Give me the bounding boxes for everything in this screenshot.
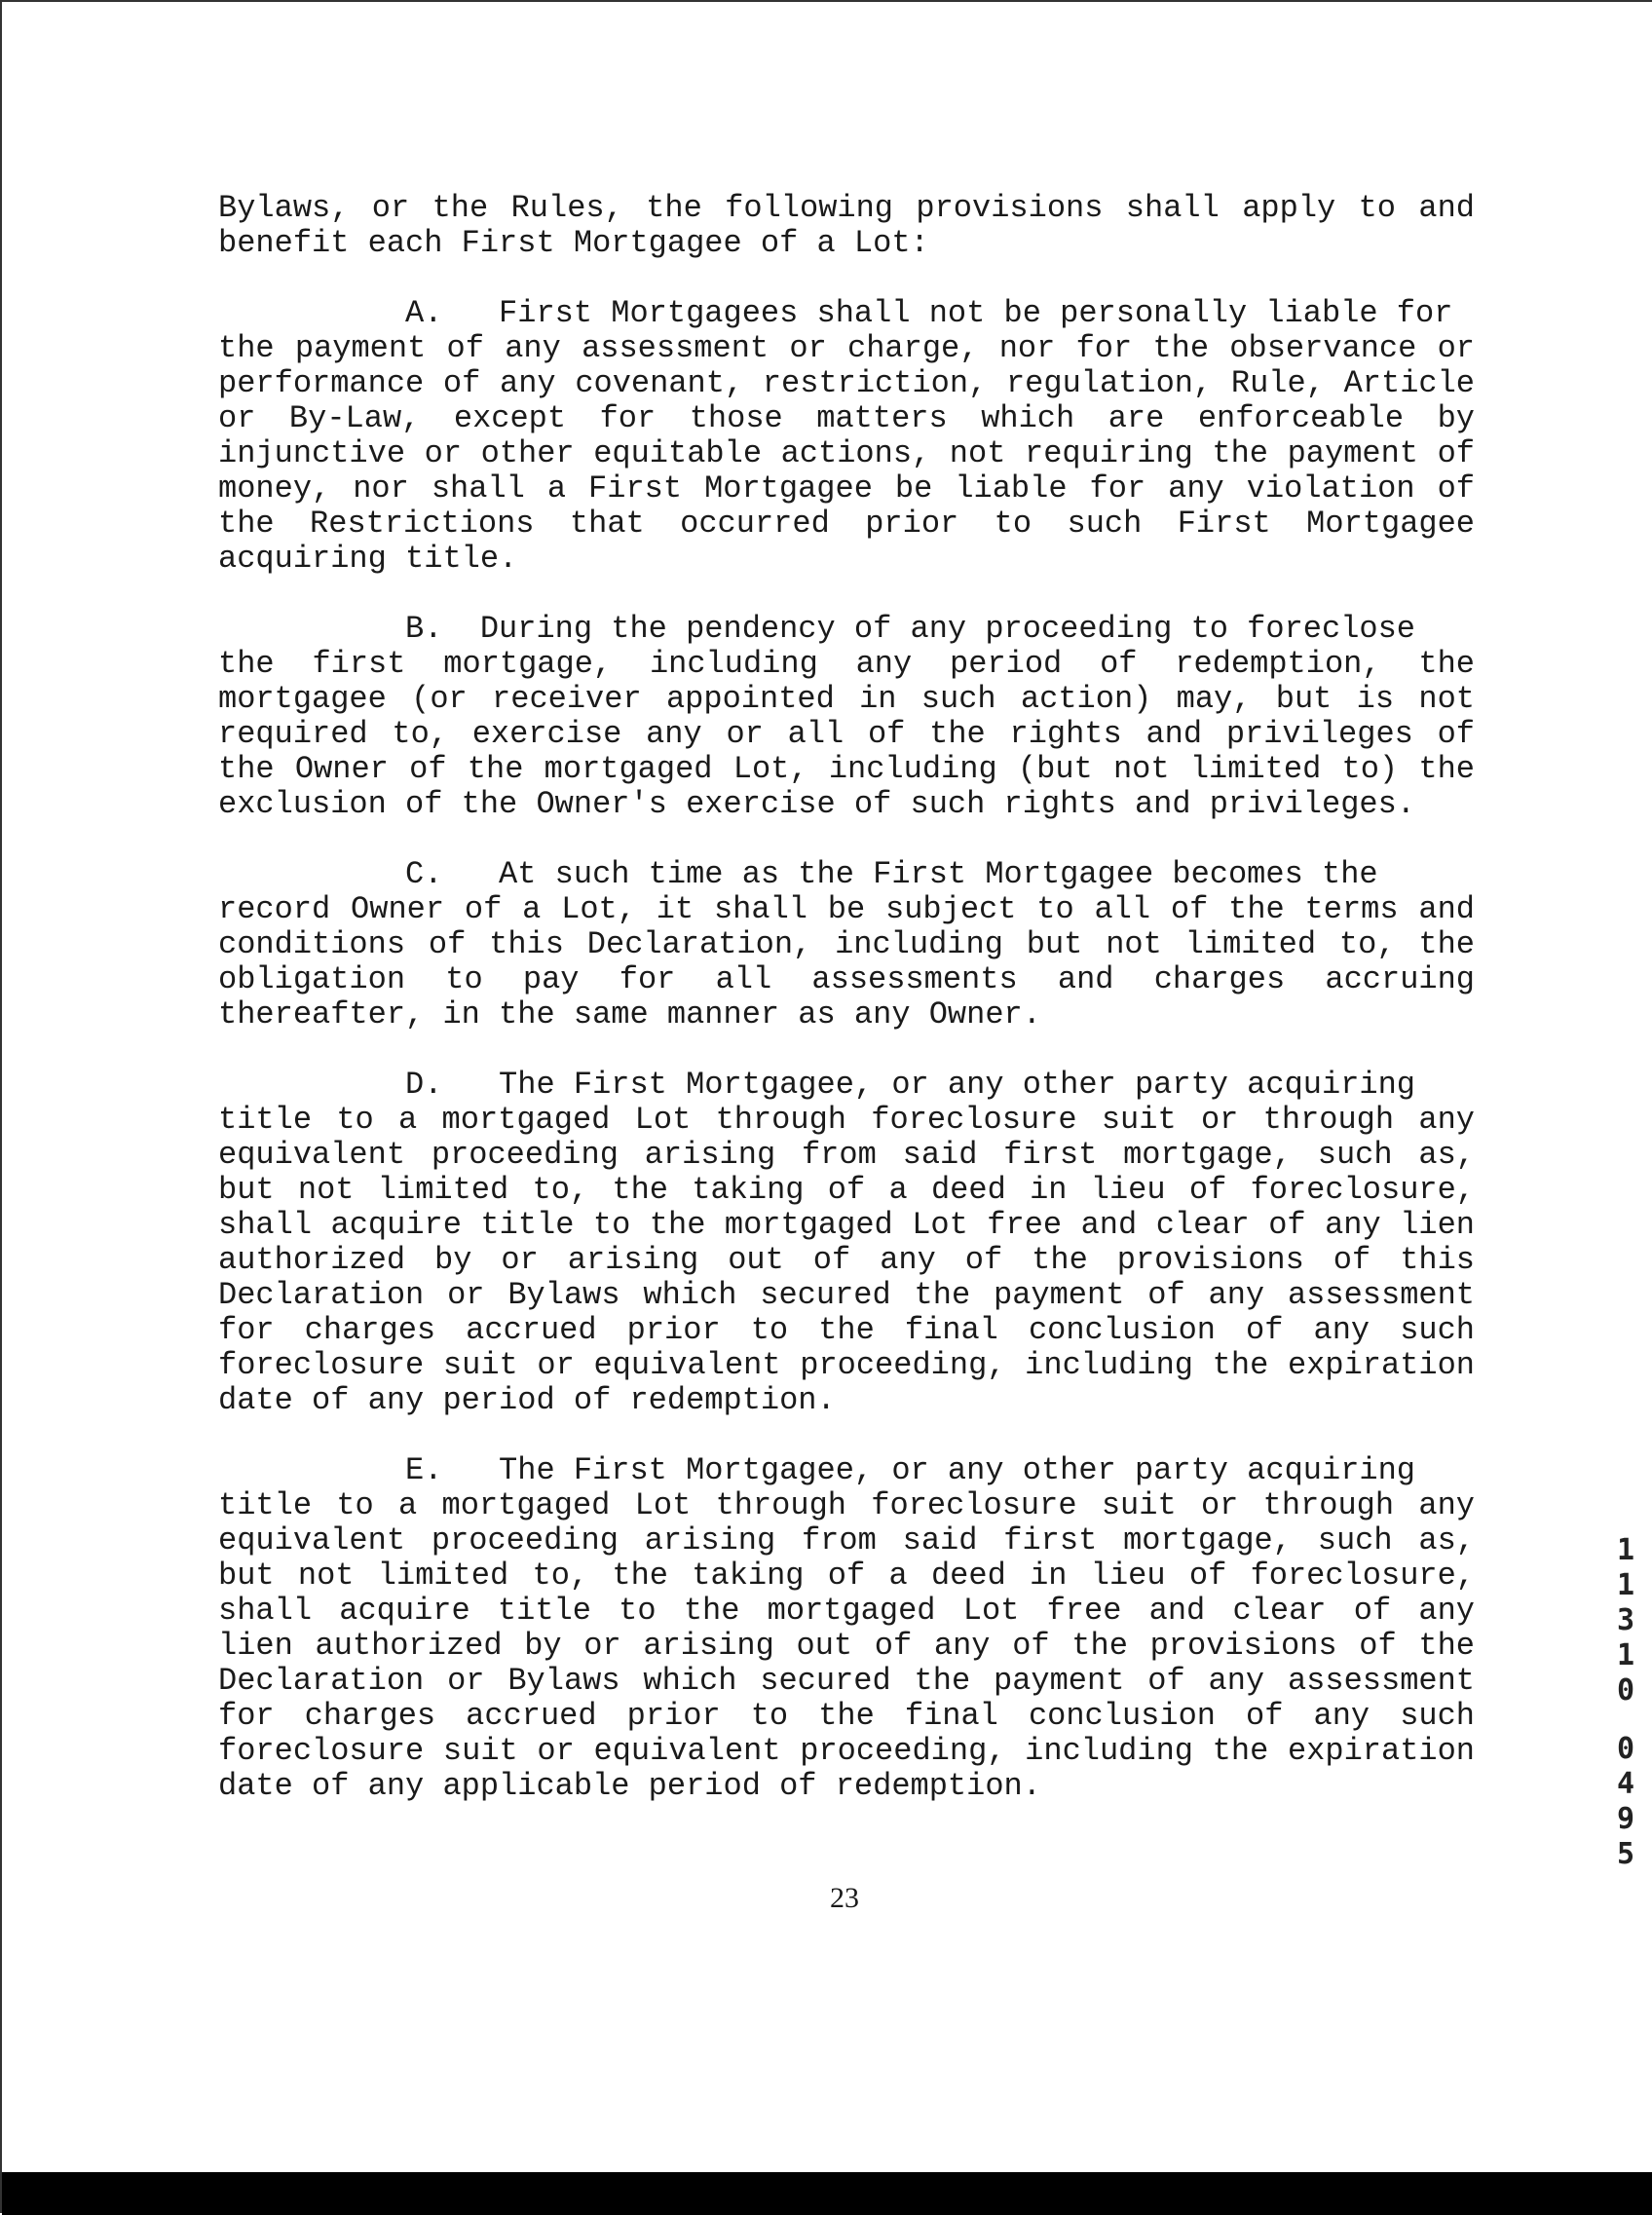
text-line: but not limited to, the taking of a deed in lieu of foreclosure, <box>218 1172 1475 1208</box>
paragraph-c <box>218 857 1475 1032</box>
text-line: Bylaws, or the Rules, the following provisions shall apply to and <box>218 190 1475 226</box>
text-line: required to, exercise any or all of the rights and privileges of <box>218 716 1475 752</box>
text-line: the Owner of the mortgaged Lot, including (but not limited to) the <box>218 751 1475 787</box>
stamp-digit: 5 <box>1616 1837 1635 1871</box>
text-line: date of any period of redemption. <box>218 1382 836 1418</box>
text-line: record Owner of a Lot, it shall be subject to all of the terms and <box>218 891 1475 927</box>
stamp-digit: 3 <box>1616 1603 1635 1637</box>
text-line: equivalent proceeding arising from said first mortgage, such as, <box>218 1137 1475 1173</box>
stamp-digit: 0 <box>1616 1673 1635 1708</box>
text-line: the first mortgage, including any period of redemption, the <box>218 646 1475 682</box>
stamp-digit: 4 <box>1616 1767 1635 1801</box>
stamp-digit: 9 <box>1616 1802 1635 1836</box>
text-line: thereafter, in the same manner as any Owner. <box>218 996 1041 1032</box>
paragraph-b <box>218 612 1475 822</box>
stamp-digit: 0 <box>1616 1732 1635 1766</box>
text-line: E. The First Mortgagee, or any other party acquiring <box>218 1452 1415 1488</box>
text-line: Declaration or Bylaws which secured the payment of any assessment <box>218 1277 1475 1313</box>
paragraph-e <box>218 1453 1475 1804</box>
paragraph-d <box>218 1068 1475 1418</box>
text-line: D. The First Mortgagee, or any other party acquiring <box>218 1067 1415 1103</box>
document-body <box>218 191 1475 1839</box>
text-line: shall acquire title to the mortgaged Lot free and clear of any lien <box>218 1207 1475 1243</box>
text-line: for charges accrued prior to the final conclusion of any such <box>218 1698 1475 1734</box>
text-line: or By-Law, except for those matters which are enforceable by <box>218 400 1475 436</box>
text-line: obligation to pay for all assessments and charges accruing <box>218 961 1475 997</box>
text-line: foreclosure suit or equivalent proceeding, including the expiration <box>218 1347 1475 1383</box>
text-line: exclusion of the Owner's exercise of such rights and privileges. <box>218 786 1415 822</box>
text-line: shall acquire title to the mortgaged Lot free and clear of any <box>218 1593 1475 1629</box>
page-number: 23 <box>830 1882 859 1914</box>
paragraph-intro <box>218 191 1475 261</box>
text-line: date of any applicable period of redemption. <box>218 1768 1041 1804</box>
text-line: the payment of any assessment or charge, nor for the observance or <box>218 330 1475 366</box>
text-line: acquiring title. <box>218 541 518 577</box>
text-line: authorized by or arising out of any of the provisions of this <box>218 1242 1475 1278</box>
text-line: equivalent proceeding arising from said first mortgage, such as, <box>218 1522 1475 1558</box>
text-line: performance of any covenant, restriction, regulation, Rule, Article <box>218 365 1475 401</box>
text-line: foreclosure suit or equivalent proceeding, including the expiration <box>218 1733 1475 1769</box>
paragraph-a <box>218 296 1475 577</box>
text-line: mortgagee (or receiver appointed in such action) may, but is not <box>218 681 1475 717</box>
text-line: but not limited to, the taking of a deed in lieu of foreclosure, <box>218 1558 1475 1594</box>
text-line: the Restrictions that occurred prior to such First Mortgagee <box>218 506 1475 542</box>
text-line: injunctive or other equitable actions, not requiring the payment of <box>218 435 1475 471</box>
text-line: Declaration or Bylaws which secured the payment of any assessment <box>218 1663 1475 1699</box>
text-line: B. During the pendency of any proceeding to foreclose <box>218 611 1415 647</box>
stamp-digit: 1 <box>1616 1568 1635 1602</box>
text-line: for charges accrued prior to the final conclusion of any such <box>218 1312 1475 1348</box>
side-stamp-lower <box>1611 1732 1640 1872</box>
text-line: title to a mortgaged Lot through foreclosure suit or through any <box>218 1487 1475 1523</box>
text-line: money, nor shall a First Mortgagee be liable for any violation of <box>218 470 1475 507</box>
text-line: title to a mortgaged Lot through foreclosure suit or through any <box>218 1102 1475 1138</box>
scan-bottom-border <box>2 2172 1652 2215</box>
text-line: lien authorized by or arising out of any of the provisions of the <box>218 1628 1475 1664</box>
text-line: benefit each First Mortgagee of a Lot: <box>218 225 929 261</box>
text-line: conditions of this Declaration, including but not limited to, the <box>218 926 1475 962</box>
stamp-digit: 1 <box>1616 1533 1635 1567</box>
stamp-digit: 1 <box>1616 1638 1635 1672</box>
text-line: C. At such time as the First Mortgagee becomes the <box>218 856 1378 892</box>
side-stamp-upper <box>1611 1533 1640 1708</box>
text-line: A. First Mortgagees shall not be personally liable for <box>218 295 1453 331</box>
